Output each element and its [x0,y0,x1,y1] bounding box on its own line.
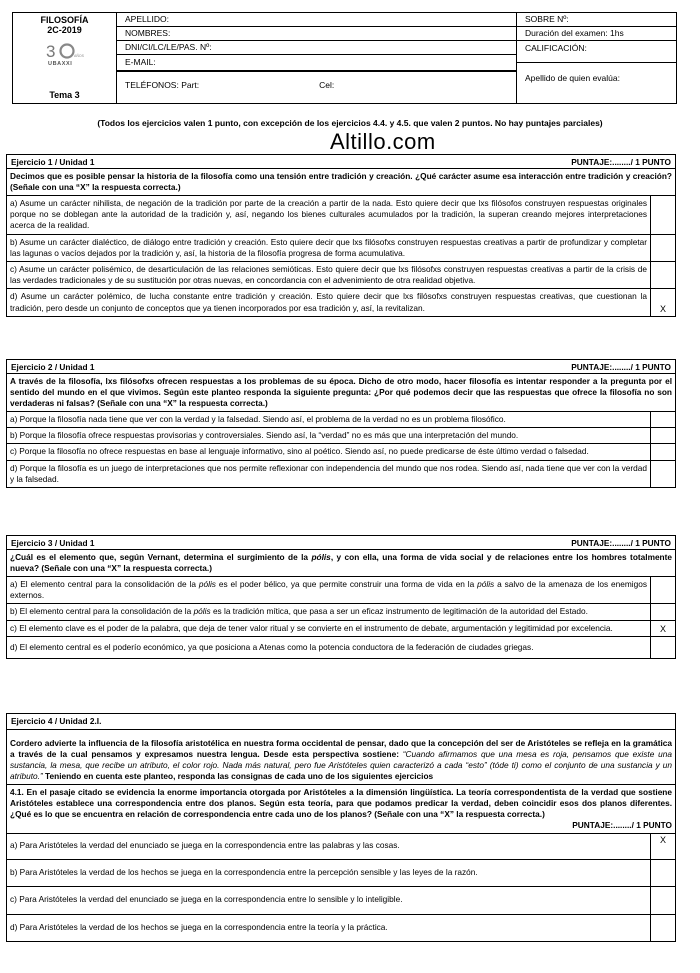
cel-field[interactable]: Cel: [319,80,335,90]
student-info-fields [117,13,517,103]
exercise-score: PUNTAJE:......../ 1 PUNTO [571,538,671,548]
option-text: c) Porque la filosofía no ofrece respuestas en base al lenguaje informativo, sino al poético. Siendo así, no puede predicarse de éste último verdad o falsedad. [7,444,651,459]
answer-cell[interactable] [651,262,675,288]
option-text: b) El elemento central para la consolidación de la pólis es la tradición mítica, que pasa a ser un eficaz instrumento de legitimación de la autoridad del Estado. [7,604,651,619]
sub-question-score: PUNTAJE:......../ 1 PUNTO [572,820,672,830]
subject-name: FILOSOFÍA [40,15,89,25]
calificacion-field[interactable]: CALIFICACIÓN: [517,41,676,63]
ubaxxi-logo [45,41,85,69]
exercise-3 [6,535,676,659]
exercise-header [7,714,675,730]
answer-cell[interactable] [651,860,675,886]
telefonos-row [117,71,516,99]
scoring-notice: (Todos los ejercicios valen 1 punto, con excepción de los ejercicios 4.4. y 4.5. que valen 2 puntos. No hay puntajes parciales) [97,118,603,128]
header-course-box [13,13,117,103]
exercise-intro: Cordero advierte la influencia de la filosofía aristotélica en nuestra forma occidental de pensar, dado que la concepción del ser de Aristóteles se refleja en la gramática a través de la cual pensamos y expresamos nuestra lengua. Desde esta perspectiva sostiene: “Cuando afirmamos que una mesa es roja, pensamos que existe una sustancia, la mesa, que recibe un atributo, el color rojo. Nada más natural, pero fue Aristóteles quien caracterizó a cada “esto” (tóde ti) como el conjunto de una sustancia y un atributo.” Teniendo en cuenta este planteo, responda las consignas de cada uno de los siguientes ejercicios [7,736,675,785]
option-b[interactable] [7,235,675,262]
email-field[interactable]: E-MAIL: [117,55,516,71]
answer-cell[interactable] [651,604,675,619]
answer-cell[interactable]: X [659,303,666,314]
dni-field[interactable]: DNI/CI/LC/LE/PAS. Nº: [117,41,516,55]
answer-cell[interactable] [651,235,675,261]
grading-fields [517,13,676,103]
theme-label: Tema 3 [49,90,80,100]
answer-cell[interactable] [651,444,675,459]
answer-cell[interactable] [651,915,675,941]
option-d[interactable] [7,637,675,658]
exercise-4 [6,713,676,942]
exercise-title: Ejercicio 4 / Unidad 2.I. [11,716,102,726]
answer-cell[interactable] [651,412,675,427]
watermark: Altillo.com [330,129,436,154]
exercise-header [7,155,675,169]
option-text: a) Asume un carácter nihilista, de negación de la tradición por parte de la creación a partir de la nada. Esto quiere decir que lxs filósofos construyen respuestas originales porque no se doblegan ante la autoridad de la tradición y, así, negando los bienes culturales acumulados por la tradición, la superan creando mejores interpretaciones acerca de la realidad. [7,196,651,234]
answer-cell[interactable] [651,577,675,603]
option-b[interactable] [7,604,675,620]
option-a[interactable] [7,412,675,428]
option-c[interactable] [7,887,675,914]
option-c[interactable] [7,262,675,289]
nombres-field[interactable]: NOMBRES: [117,27,516,41]
option-b[interactable] [7,860,675,887]
exercise-question: Decimos que es posible pensar la historia de la filosofía como una tensión entre tradición y creación. ¿Qué carácter asume esa interacción entre tradición y creación? (Señale con una “X” la respuesta correcta.) [7,169,675,196]
exercise-header [7,360,675,374]
option-a[interactable] [7,196,675,235]
option-b[interactable] [7,428,675,444]
logo-text: UBAXXI [47,61,72,67]
exercise-score: PUNTAJE:......../ 1 PUNTO [571,157,671,167]
apellido-field[interactable]: APELLIDO: [117,13,516,27]
option-text: d) El elemento central es el poderío económico, ya que posiciona a Atenas como la potencia conductora de la federación de ciudades griegas. [7,637,651,658]
exercise-2 [6,359,676,488]
exercise-1 [6,154,676,317]
option-c[interactable] [7,444,675,460]
option-text: c) El elemento clave es el poder de la palabra, que deja de tener valor ritual y se convierte en el instrumento de debate, argumentación y legitimidad por excelencia. [7,621,651,636]
option-d[interactable] [7,461,675,487]
option-text: c) Asume un carácter polisémico, de desarticulación de las relaciones semióticas. Esto quiere decir que lxs filósofxs construyen respuestas creativas a partir de la crisis de las verdades tradicionales y de su sustitución por otras nuevas, en concordancia con el advenimiento de otra realidad objetiva. [7,262,651,288]
option-text: b) Porque la filosofía ofrece respuestas provisorias y controversiales. Siendo así, la “verdad” no es más que una interpretación del mundo. [7,428,651,443]
exercise-header [7,536,675,550]
exam-header [12,12,677,104]
telefonos-field[interactable]: TELÉFONOS: Part: [125,80,200,90]
exercise-title: Ejercicio 3 / Unidad 1 [11,538,95,548]
option-text: b) Asume un carácter dialéctico, de diálogo entre tradición y creación. Esto quiere decir que lxs filósofxs construyen respuestas creativas a partir de profundizar y completar las lagunas o vacíos dejados por la tradición y, así, la historia de la filosofía progresa de forma acumulativa. [7,235,651,261]
option-a[interactable] [7,834,675,860]
option-text: b) Para Aristóteles la verdad de los hechos se juega en la correspondencia entre la percepción sensible y las leyes de la razón. [7,860,651,886]
option-c[interactable] [7,621,675,637]
option-text: a) El elemento central para la consolidación de la pólis es el poder bélico, ya que permite construir una forma de vida en la pólis a salvo de la amenaza de los enemigos externos. [7,577,651,603]
answer-cell[interactable] [651,428,675,443]
logo-years: AÑOS [73,54,84,58]
exercise-title: Ejercicio 2 / Unidad 1 [11,362,95,372]
duracion-label: Duración del examen: 1hs [517,27,676,41]
answer-cell[interactable] [651,196,675,234]
exercise-score: PUNTAJE:......../ 1 PUNTO [571,362,671,372]
answer-cell[interactable]: X [659,835,666,845]
answer-cell[interactable] [651,637,675,658]
option-d[interactable] [7,915,675,941]
answer-cell[interactable]: X [659,623,666,634]
option-d[interactable] [7,289,675,315]
option-text: d) Para Aristóteles la verdad de los hechos se juega en la correspondencia entre la teoría y la práctica. [7,915,651,941]
option-a[interactable] [7,577,675,604]
exercise-question: A través de la filosofía, lxs filósofxs ofrecen respuestas a los problemas de su época. Dicho de otro modo, hacer filosofía es intentar responder a la pregunta por el sentido del mundo en el que vivimos. Según este planteo responda la siguiente pregunta: ¿Por qué podemos decir que las respuestas que ofrece la filosofía no son verdaderas ni falsas? (Señale con una “X” la respuesta correcta.) [7,374,675,412]
exercise-title: Ejercicio 1 / Unidad 1 [11,157,95,167]
option-text: a) Porque la filosofía nada tiene que ver con la verdad y la falsedad. Siendo así, el problema de la verdad no es un problema filosófico. [7,412,651,427]
answer-cell[interactable] [651,887,675,913]
term-label: 2C-2019 [47,25,82,35]
exercise-question: ¿Cuál es el elemento que, según Vernant, determina el surgimiento de la pólis, y con ella, una forma de vida social y de relaciones entre los hombres totalmente nueva? (Señale con una “X” la respuesta correcta.) [7,550,675,577]
sobre-field[interactable]: SOBRE Nº: [517,13,676,27]
option-text: d) Porque la filosofía es un juego de interpretaciones que nos permite reflexionar con independencia del mundo que nos rodea. Siendo así, nada tiene que ver con la verdad y la falsedad. [7,461,651,487]
option-text: d) Asume un carácter polémico, de lucha constante entre tradición y creación. Esto quiere decir que lxs filósofxs construyen respuestas creativas, que cuestionan la tradición, pero desde un conjunto de conceptos que ya tienen incorporados por esa tradición y, así, la revitalizan. [7,289,651,315]
svg-text:3: 3 [45,42,55,61]
answer-cell[interactable] [651,461,675,487]
sub-question-4-1: 4.1. En el pasaje citado se evidencia la enorme importancia otorgada por Aristóteles a la dimensión lingüística. La teoría correspondentista de la verdad que sostiene Aristóteles establece una correspondencia entre dos planos. Según esta teoría, para que podamos predicar la verdad, deben coincidir esos dos planos diferentes. ¿Qué es lo que se encuentra en relación de correspondencia entre cada uno de los planos? (Señale con una “X” la respuesta correcta.) PUNTAJE:......../ 1 PUNTO [7,785,675,834]
evaluador-field[interactable]: Apellido de quien evalúa: [525,73,620,83]
option-text: a) Para Aristóteles la verdad del enunciado se juega en la correspondencia entre las palabras y las cosas. [7,834,651,859]
option-text: c) Para Aristóteles la verdad del enunciado se juega en la correspondencia entre lo sensible y lo inteligible. [7,887,651,913]
